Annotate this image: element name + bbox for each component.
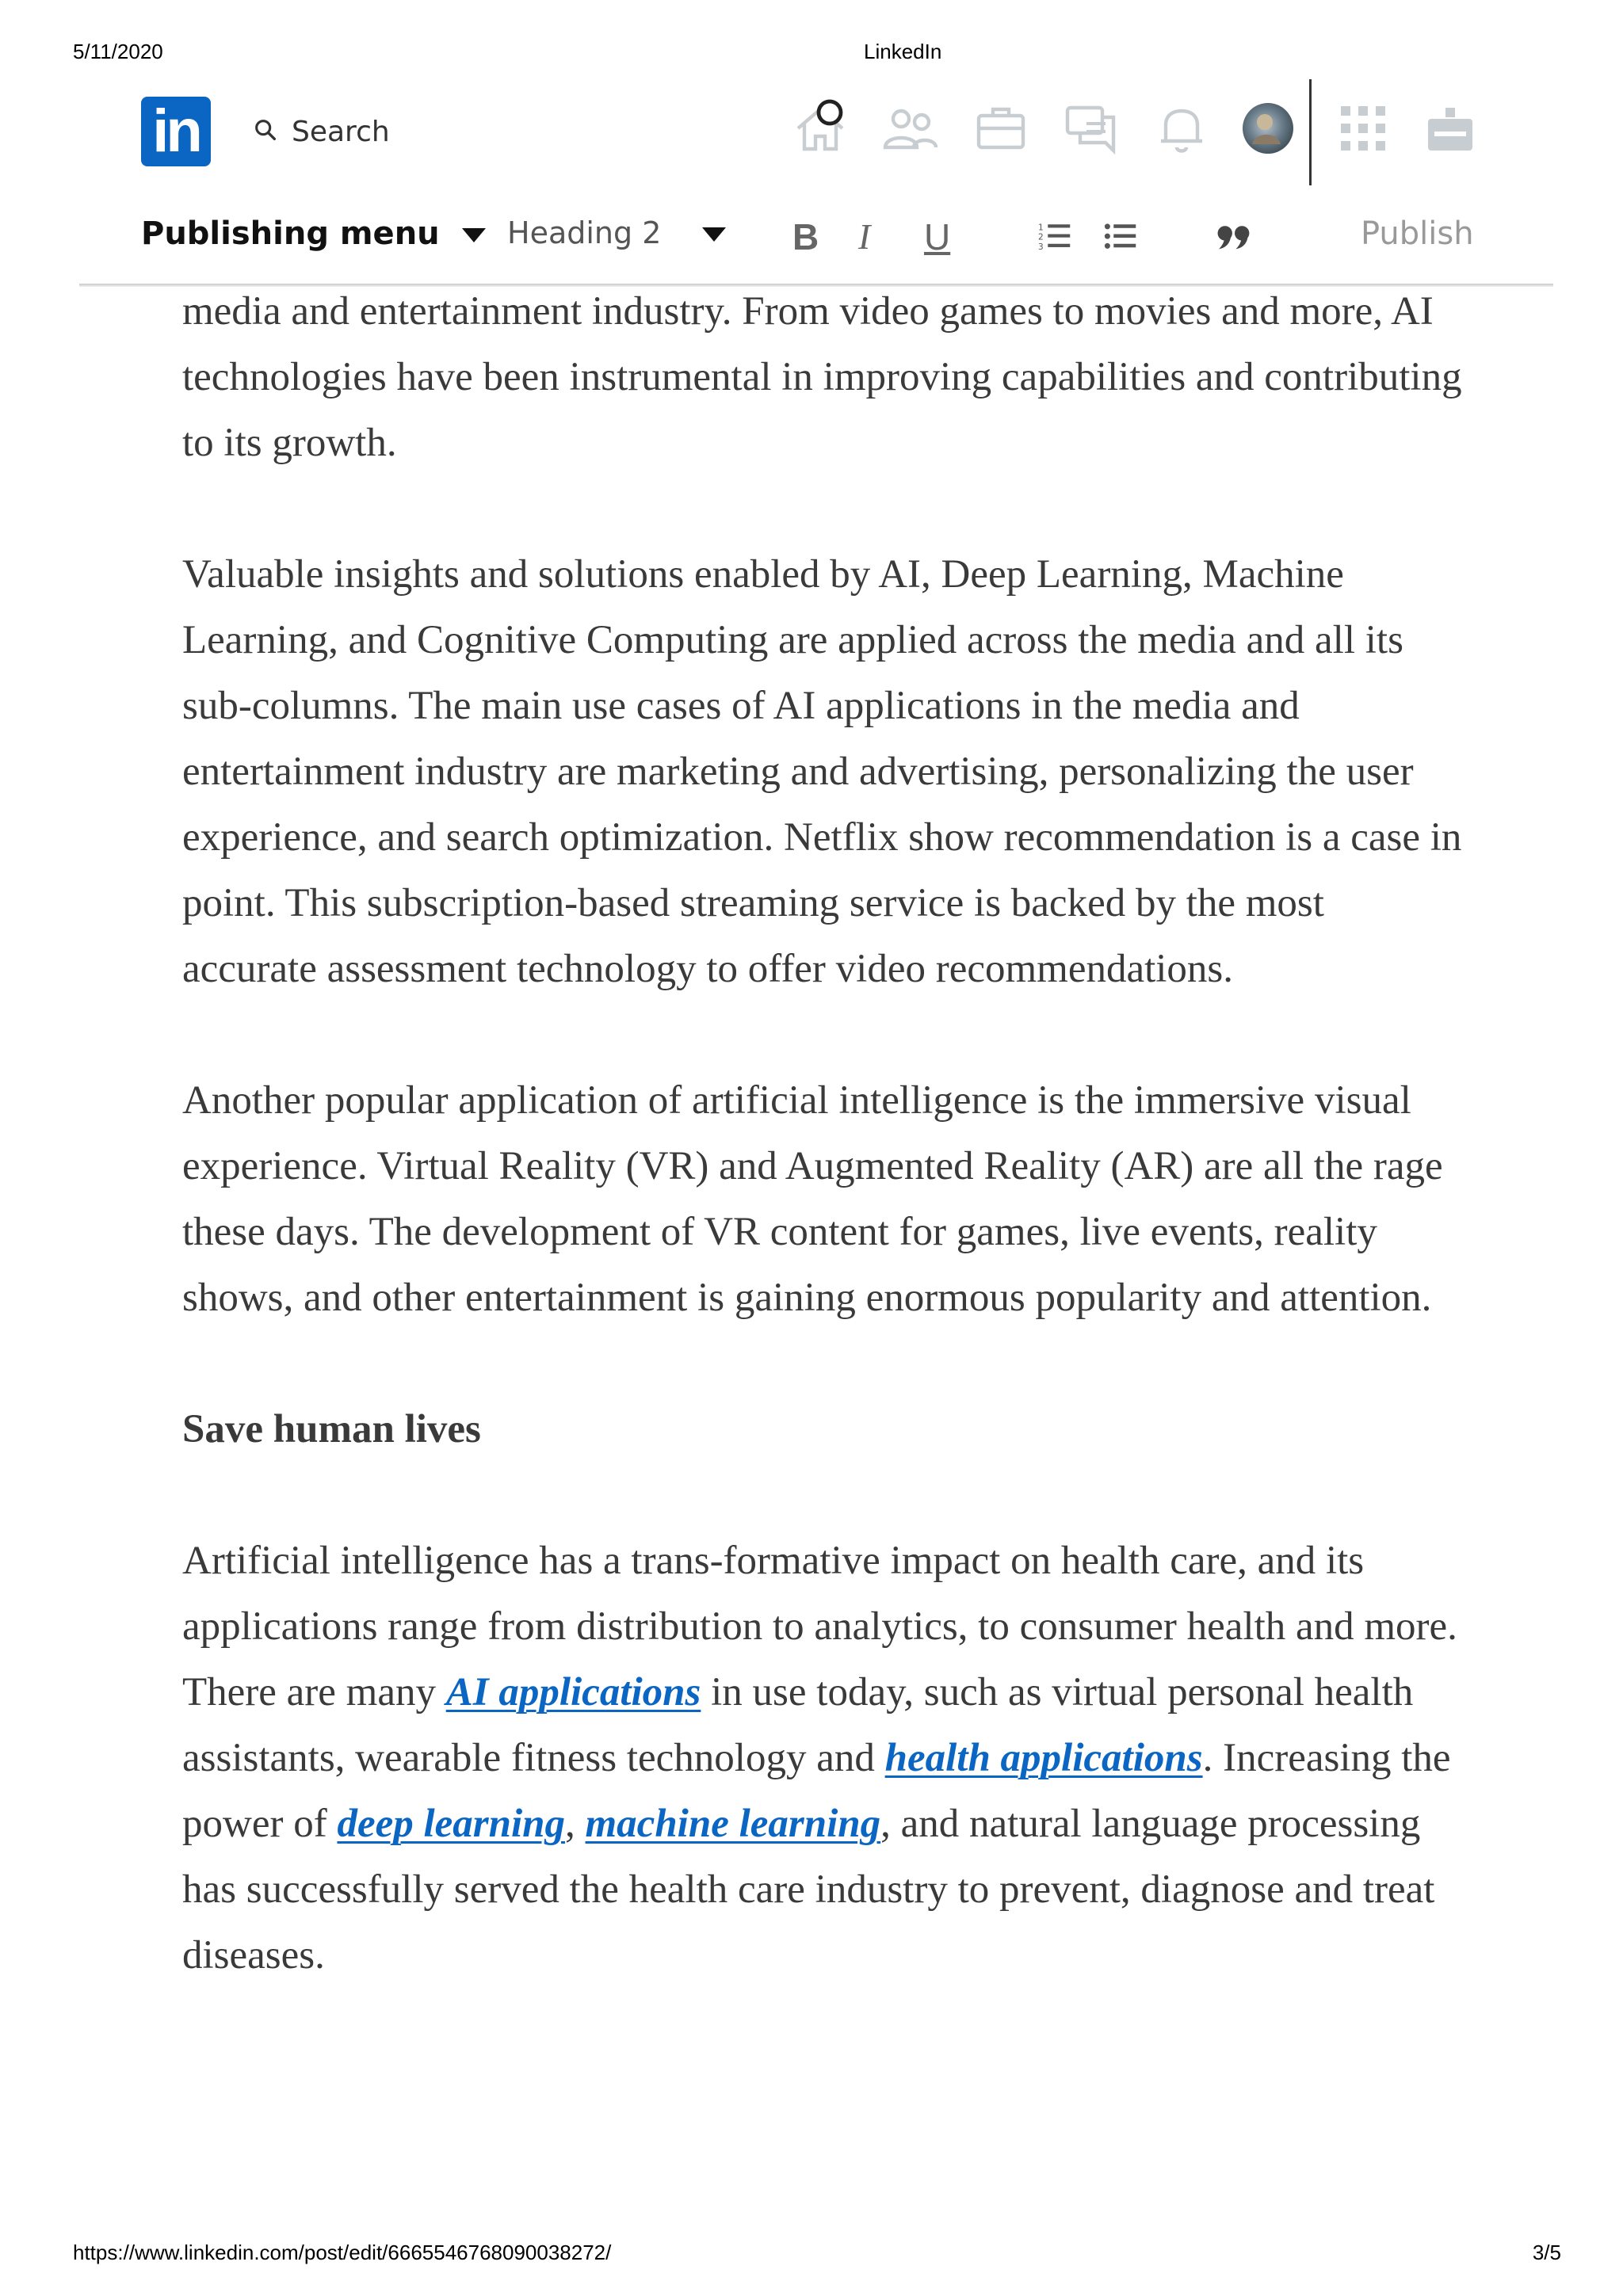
svg-text:3: 3	[1038, 242, 1044, 252]
publishing-toolbar	[79, 204, 1553, 276]
numbered-list-icon[interactable]	[1038, 220, 1071, 257]
search-label: Search	[292, 115, 390, 148]
bulleted-list-icon[interactable]	[1104, 220, 1137, 257]
link-deep-learning[interactable]: deep learning	[337, 1802, 566, 1846]
article-paragraph: Another popular application of artificial intelligence is the immersive visual experience. Virtual Reality (VR) and Augmented Reality (AR) are all the rage these days. The development of VR content for games, live events, reality shows, and other entertainment is gaining enormous popularity and attention.	[182, 1078, 1443, 1320]
messaging-icon[interactable]	[1060, 97, 1123, 173]
italic-button[interactable]: I	[858, 216, 871, 257]
print-page-number: 3/5	[1532, 2241, 1561, 2264]
linkedin-logo[interactable]: in	[141, 97, 211, 166]
article-paragraph: Valuable insights and solutions enabled by AI, Deep Learning, Machine Learning, and Cognitive Computing are applied across the media and all its sub-columns. The main use cases of AI applications in the media and entertainment industry are marketing and advertising, personalizing the user experience, and search optimization. Netflix show recommendation is a case in point. This subscription-based streaming service is backed by the most accurate assessment technology to offer video recommendations.	[182, 552, 1462, 991]
work-apps-icon[interactable]	[1331, 97, 1395, 173]
heading-select-value: Heading 2	[507, 215, 662, 250]
text-run: Artificial intelligence has a trans-formative impact on health care, and its applications range from distribution to analytics, to consumer health and more. There are many	[182, 1539, 1457, 1714]
avatar[interactable]	[1236, 97, 1300, 173]
article-paragraph: media and entertainment industry. From video games to movies and more, AI technologies have been instrumental in improving capabilities and contributing to its growth.	[182, 289, 1462, 465]
link-ai-applications[interactable]: AI applications	[445, 1670, 701, 1714]
text-run: ,	[565, 1802, 586, 1846]
print-url: https://www.linkedin.com/post/edit/6665546768090038272/	[73, 2241, 612, 2264]
bold-button[interactable]: B	[792, 216, 819, 257]
link-health-applications[interactable]: health applications	[884, 1736, 1203, 1780]
search-icon	[252, 116, 279, 147]
underline-button[interactable]: U	[924, 216, 951, 257]
publish-button[interactable]: Publish	[1361, 215, 1474, 252]
notifications-icon[interactable]	[1150, 97, 1213, 173]
svg-text:1: 1	[1038, 223, 1044, 233]
caret-down-icon	[701, 215, 727, 250]
link-machine-learning[interactable]: machine learning	[585, 1802, 881, 1846]
text-run: in use today, such as virtual personal health assistants, wearable fitness technology and	[182, 1670, 1414, 1780]
publishing-menu-button[interactable]	[141, 215, 487, 252]
jobs-icon[interactable]	[969, 97, 1033, 173]
article-editor[interactable]	[182, 279, 1466, 2054]
home-icon[interactable]	[789, 97, 852, 173]
print-title: LinkedIn	[864, 40, 942, 63]
my-network-icon[interactable]	[879, 97, 942, 173]
heading-select[interactable]	[507, 215, 727, 250]
svg-text:2: 2	[1038, 232, 1044, 242]
quote-icon[interactable]	[1216, 223, 1253, 254]
section-heading: Save human lives	[182, 1407, 481, 1451]
print-date: 5/11/2020	[73, 40, 163, 63]
nav-divider	[1309, 79, 1312, 185]
publishing-menu-label: Publishing menu	[141, 215, 440, 252]
search-box[interactable]	[252, 113, 390, 151]
text-run: . Increasing the power of	[182, 1736, 1451, 1846]
text-run: , and natural language processing has successfully served the health care industry to prevent, diagnose and treat diseases.	[182, 1802, 1435, 1978]
caret-down-icon	[460, 215, 487, 252]
article-paragraph	[182, 1528, 1466, 1989]
advertise-icon[interactable]	[1419, 97, 1482, 173]
